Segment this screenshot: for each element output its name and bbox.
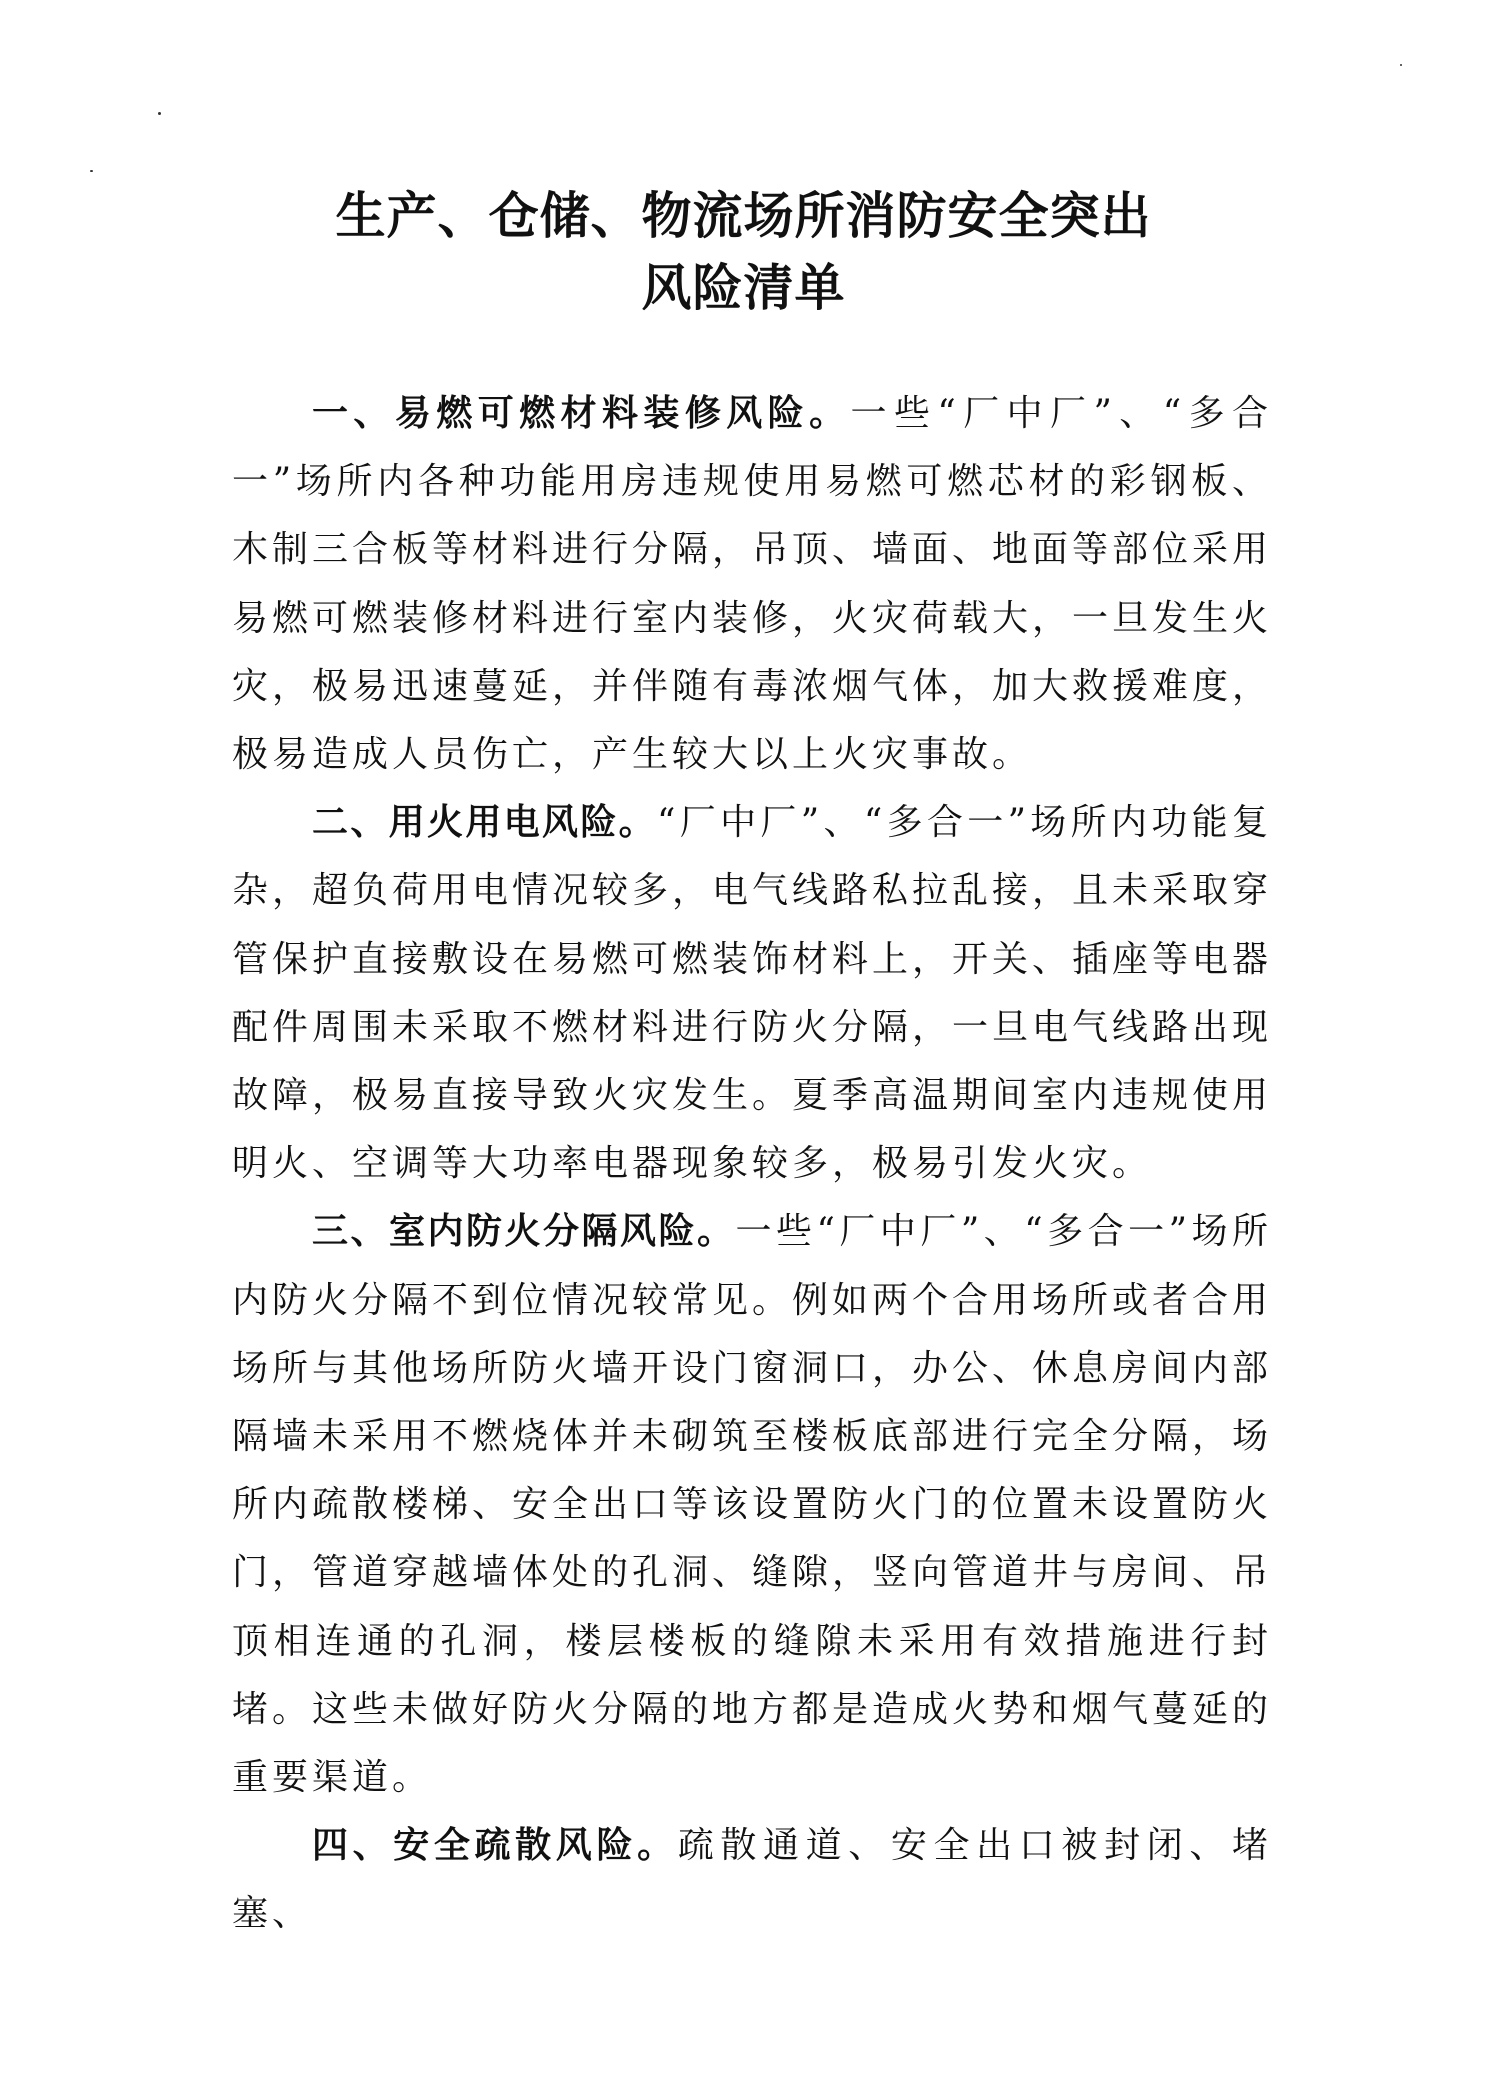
section-1-heading: 一、易燃可燃材料装修风险。 xyxy=(312,393,851,434)
section-2-heading: 二、用火用电风险。 xyxy=(312,802,658,844)
section-4-text: 疏散通道、安全出口被封闭、堵塞、 xyxy=(232,1825,1272,1935)
section-4-heading: 四、安全疏散风险。 xyxy=(312,1825,678,1867)
section-1 xyxy=(232,380,1272,789)
section-2-text: “厂中厂”、“多合一”场所内功能复杂，超负荷用电情况较多，电气线路私拉乱接，且未采取穿管保护直接敷设在易燃可燃装饰材料上，开关、插座等电器配件周围未采取不燃材料进行防火分隔，一旦电气线路出现故障，极易直接导致火灾发生。夏季高温期间室内违规使用明火、空调等大功率电器现象较多，极易引发火灾。 xyxy=(232,802,1273,1185)
scan-speck xyxy=(90,170,93,172)
document-title-line2: 风险清单 xyxy=(641,259,846,317)
section-3 xyxy=(232,1198,1272,1812)
section-2 xyxy=(232,789,1272,1198)
scan-speck xyxy=(158,112,161,115)
section-3-heading: 三、室内防火分隔风险。 xyxy=(312,1211,736,1253)
section-3-text: 一些“厂中厂”、“多合一”场所内防火分隔不到位情况较常见。例如两个合用场所或者合用场所与其他场所防火墙开设门窗洞口，办公、休息房间内部隔墙未采用不燃烧体并未砌筑至楼板底部进行完全分隔，场所内疏散楼梯、安全出口等该设置防火门的位置未设置防火门，管道穿越墙体处的孔洞、缝隙，竖向管道井与房间、吊顶相连通的孔洞，楼层楼板的缝隙未采用有效措施进行封堵。这些未做好防火分隔的地方都是造成火势和烟气蔓延的重要渠道。 xyxy=(232,1211,1273,1799)
section-1-text: 一些“厂中厂”、“多合一”场所内各种功能用房违规使用易燃可燃芯材的彩钢板、木制三合板等材料进行分隔，吊顶、墙面、地面等部位采用易燃可燃装修材料进行室内装修，火灾荷载大，一旦发生火灾，极易迅速蔓延，并伴随有毒浓烟气体，加大救援难度，极易造成人员伤亡，产生较大以上火灾事故。 xyxy=(232,393,1273,776)
scan-speck xyxy=(1400,64,1402,66)
document-body xyxy=(232,380,1272,1949)
document-title-line1: 生产、仓储、物流场所消防安全突出 xyxy=(335,187,1152,245)
section-4 xyxy=(232,1812,1272,1948)
